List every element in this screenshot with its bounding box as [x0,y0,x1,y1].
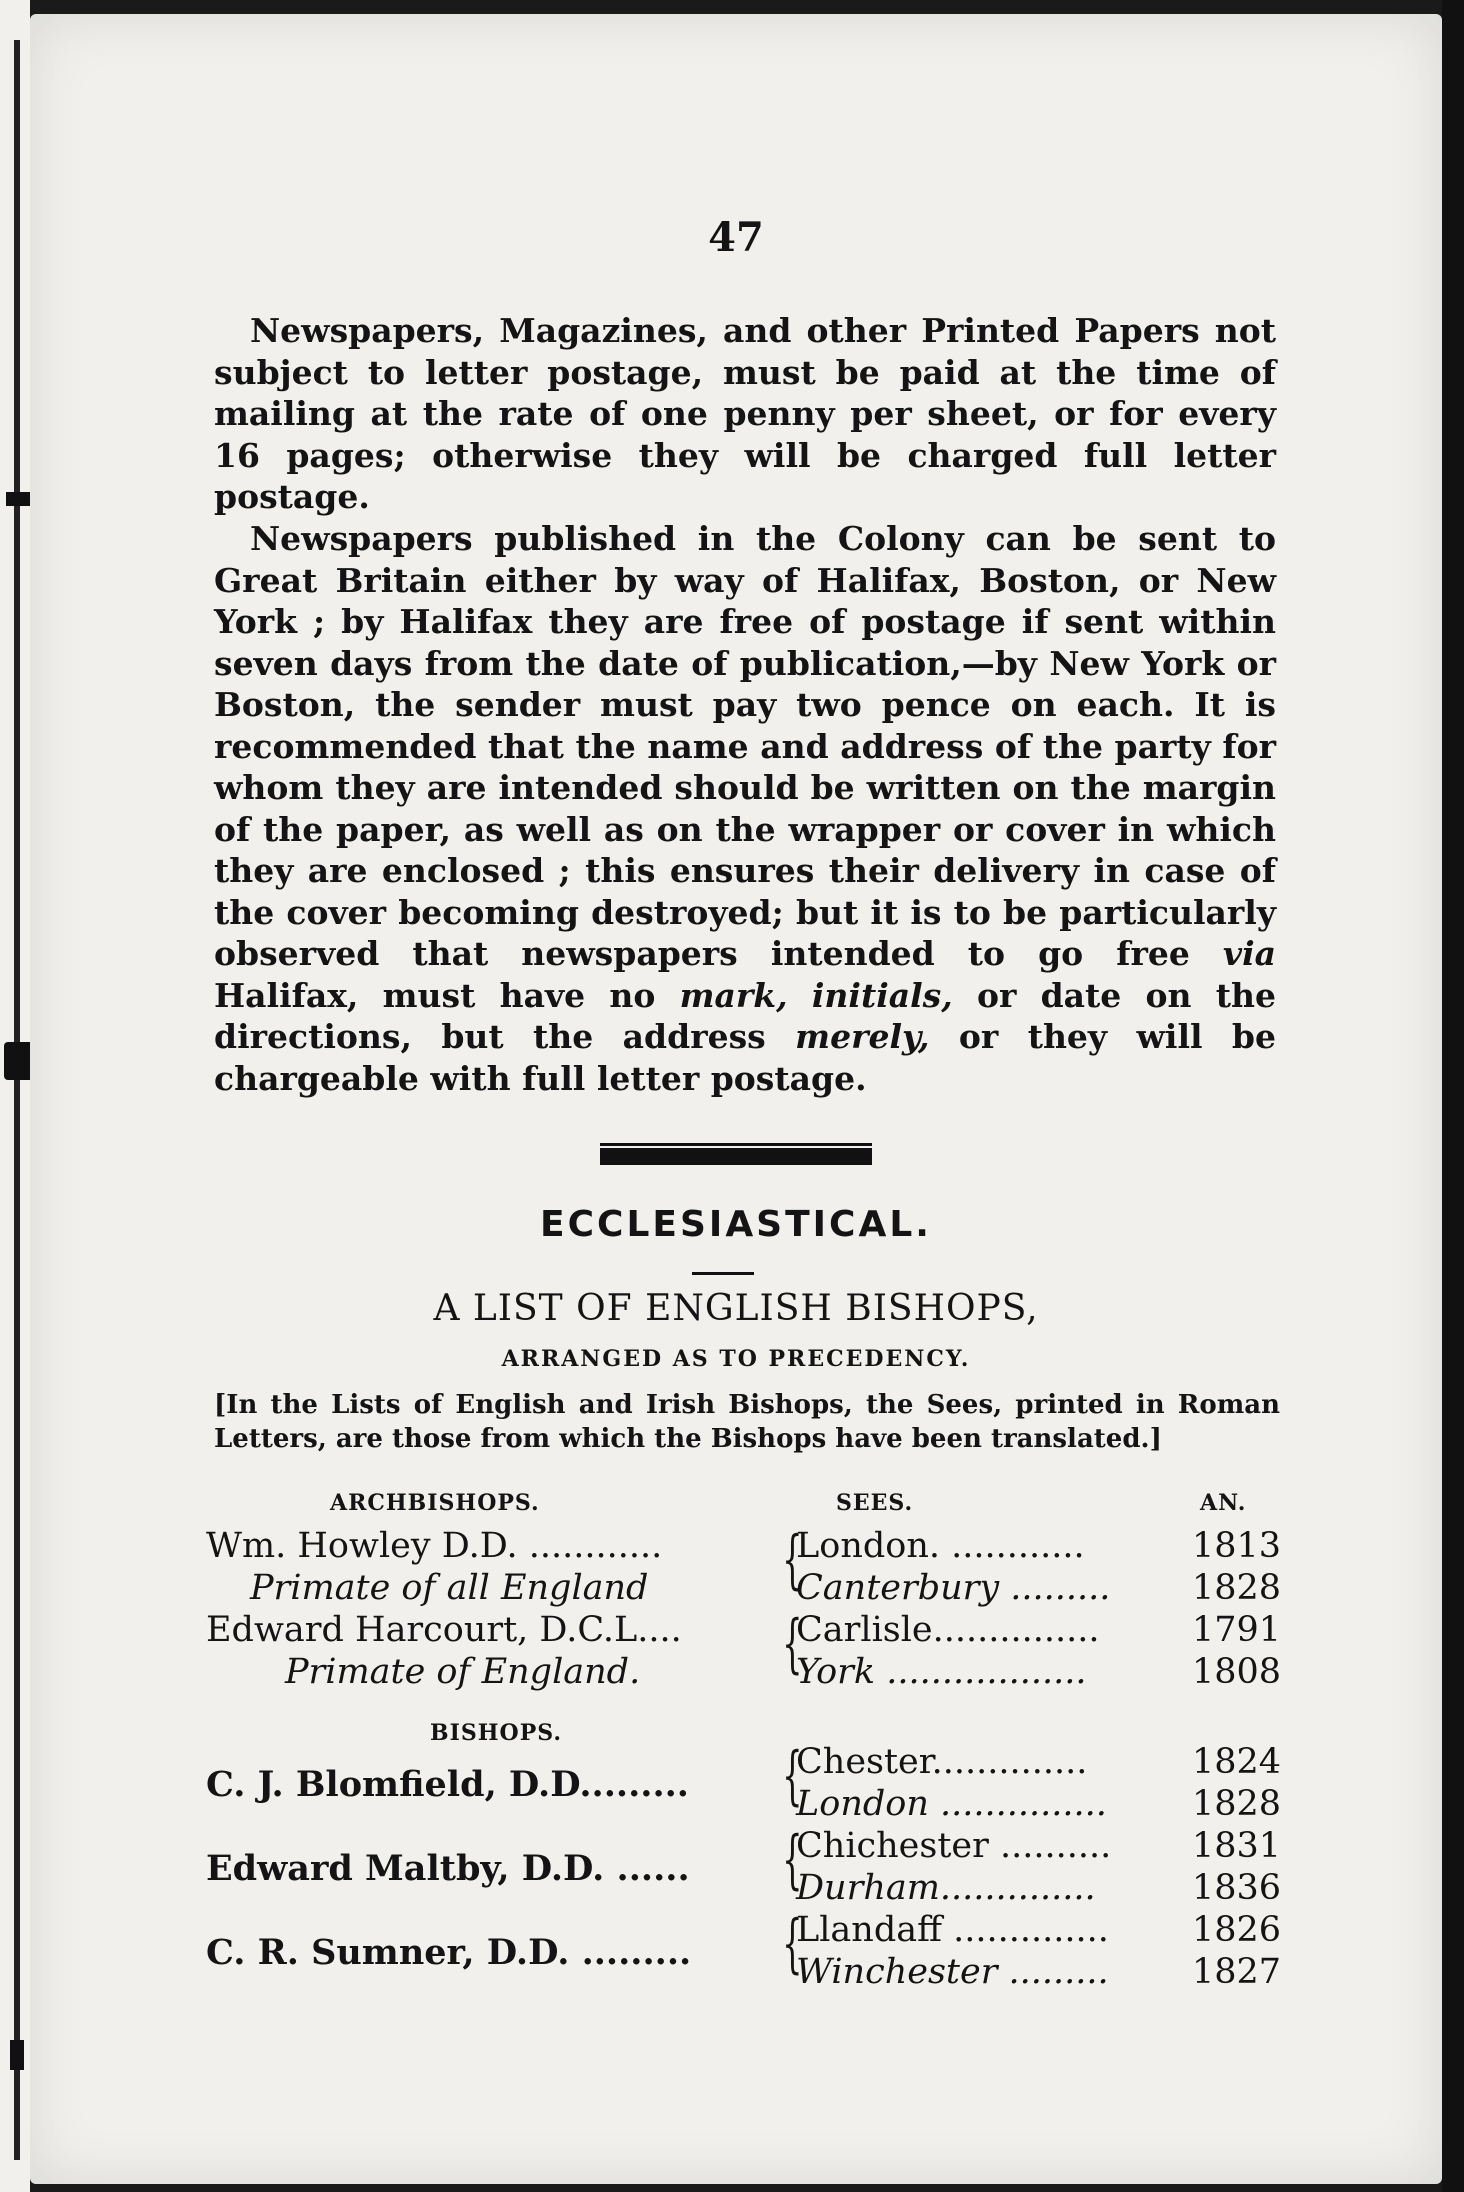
see-name: London. ............ [796,1526,1085,1566]
list-title: A LIST OF ENGLISH BISHOPS, [433,1288,1039,1329]
see-year: 1808 [1192,1652,1282,1692]
table-row [30,1952,1442,1994]
see-year: 1827 [1192,1952,1282,1992]
paragraph-newspapers [214,518,1276,1099]
see-year: 1828 [1192,1784,1282,1824]
spine-mark [6,492,32,506]
bishop-name: C. R. Sumner, D.D. ......... [206,1932,692,1973]
paragraph-printed-papers [214,310,1276,518]
see-name: Durham.............. [796,1868,1096,1908]
section-divider [600,1148,872,1165]
section-heading: ECCLESIASTICAL. [540,1204,932,1245]
paragraph-text: Newspapers published in the Colony can be sent to Great Britain either by way of Halifax, Boston, or New York ; by Halifax they are free of postage if sent within seven days from the date of publication,—by New York or Boston, the sender must pay two pence on each. It is recommended that the name and address of the party for whom they are intended should be written on the margin of the paper, as well as on the wrapper or cover in which they are enclosed ; this ensures their delivery in case of the cover becoming destroyed; but it is to be particularly observed that newspapers intended to go free [214,519,1276,973]
see-name: Chester.............. [796,1742,1088,1782]
heading-rule [692,1272,754,1275]
see-year: 1813 [1192,1526,1282,1566]
paragraph-emphasis: via [1222,934,1276,973]
table-row [30,1526,1442,1568]
see-name: London ............... [796,1784,1107,1824]
page-edge-shadow [1442,0,1464,2192]
header-sees: SEES. [836,1490,914,1516]
list-subtitle: ARRANGED AS TO PRECEDENCY. [501,1346,971,1372]
header-archbishops: ARCHBISHOPS. [330,1490,540,1516]
table-row [30,1868,1442,1910]
paragraph-text: or they will be chargeable with full letter postage. [214,1017,1276,1098]
see-name: Llandaff .............. [796,1910,1109,1950]
see-year: 1826 [1192,1910,1282,1950]
paragraph-text: or date on the directions, but the address [214,975,1276,1056]
brace: { [782,1607,803,1681]
spine-mark [10,2040,24,2070]
table-row [30,1784,1442,1826]
bishop-name: C. J. Blomfield, D.D......... [206,1764,689,1805]
table-row [30,1568,1442,1610]
brace: { [782,1739,803,1813]
book-spine [0,0,30,2192]
bishop-name: Edward Maltby, D.D. ...... [206,1848,690,1889]
table-row [30,1610,1442,1652]
see-name: Carlisle............... [796,1610,1100,1650]
book-page [30,14,1442,2184]
see-year: 1824 [1192,1742,1282,1782]
note: [In the Lists of English and Irish Bishops, the Sees, printed in Roman Letters, are those from which the Bishops have been translated.] [214,1390,1280,1454]
see-name: York .................. [796,1652,1087,1692]
table-row [30,1652,1442,1694]
spine-line [14,40,20,2160]
header-bishops: BISHOPS. [430,1720,563,1746]
see-year: 1836 [1192,1868,1282,1908]
see-year: 1791 [1192,1610,1282,1650]
bishop-title: Primate of England. [285,1652,641,1692]
brace: { [782,1823,803,1897]
brace: { [782,1907,803,1981]
paragraph-text: Newspapers, Magazines, and other Printed Papers not subject to letter postage, must be paid at the time of mailing at the rate of one penny per sheet, or for every 16 pages; otherwise they will be charged full letter postage. [214,311,1276,516]
page-number: 47 [708,214,764,261]
bishop-name: Wm. Howley D.D. ............ [206,1526,663,1566]
see-name: Chichester .......... [796,1826,1112,1866]
paragraph-emphasis: mark, initials, [679,975,953,1015]
see-name: Canterbury ......... [796,1568,1111,1608]
paragraph-emphasis: merely, [795,1017,930,1056]
paragraph-text: Halifax, must have no [214,975,680,1015]
see-year: 1831 [1192,1826,1282,1866]
header-an: AN. [1200,1490,1247,1516]
bishop-name: Edward Harcourt, D.C.L.... [206,1610,682,1650]
bishop-title: Primate of all England [250,1568,649,1608]
see-year: 1828 [1192,1568,1282,1608]
see-name: Winchester ......... [796,1952,1109,1992]
brace: { [782,1523,803,1597]
